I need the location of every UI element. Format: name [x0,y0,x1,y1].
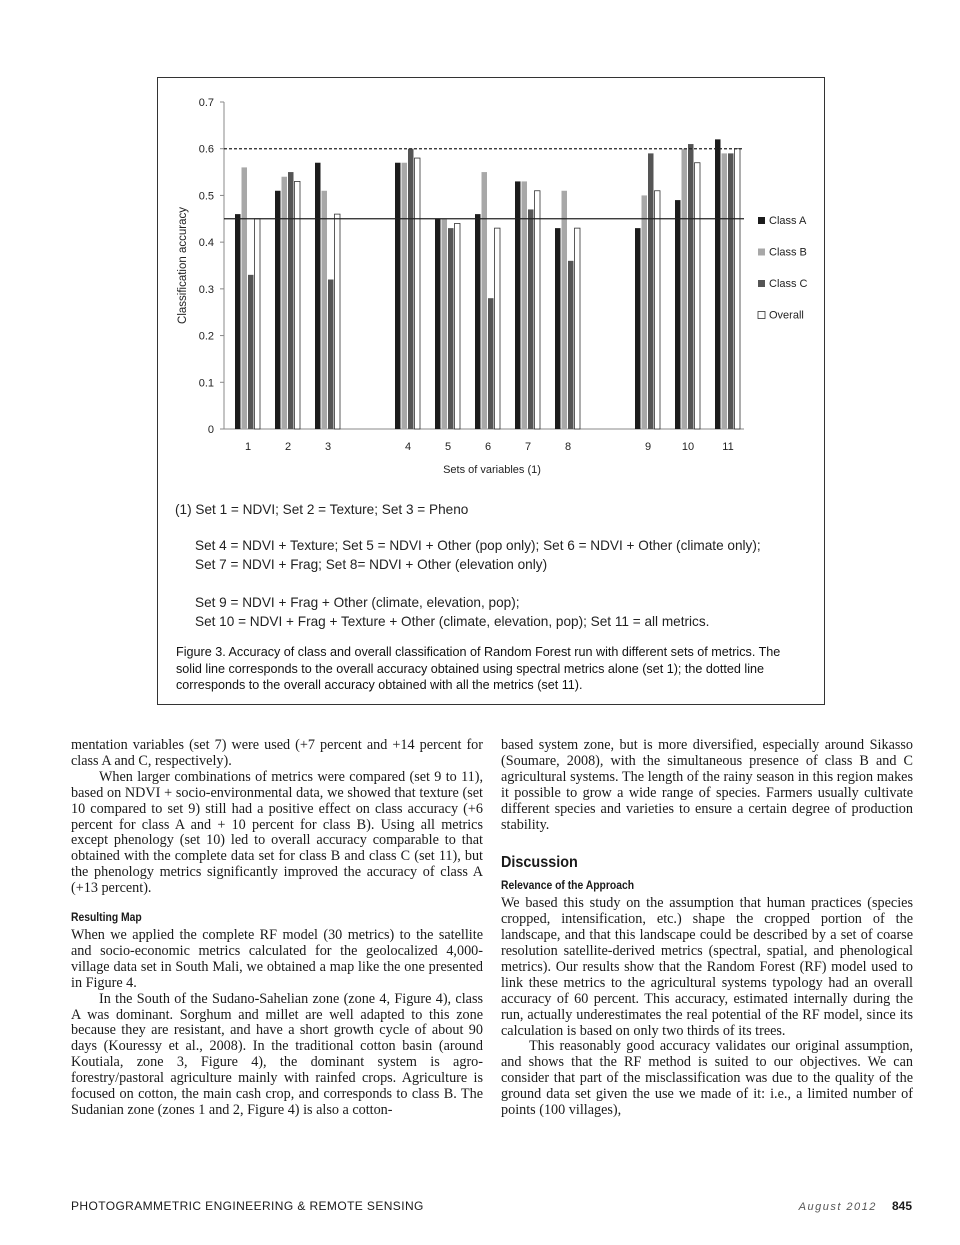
bar-class-c-set-3 [328,280,334,429]
legend-label: Class B [769,246,807,259]
legend-swatch [758,217,765,224]
paragraph: We based this study on the assumption that human practices (species cropped, intensification, etc.) shape the cropped portion of the landscape, and that this landscape could be described by a set of coarse resolution satellite-derived metrics (spectral, spatial, and phenological metrics). Our results show that the Random Forest (RF) model used to link these metrics to the agricultural systems typology had an overall accuracy of 60 percent. This accuracy, estimated internally during the run, actually underestimates the real potential of the RF model, since its calculation is based on only two thirds of its trees. [501,895,913,1039]
bar-class-b-set-3 [322,191,328,429]
accuracy-bar-chart [158,78,824,498]
bar-overall-set-7 [535,191,541,429]
bar-class-a-set-3 [315,163,321,429]
left-column [71,738,483,1119]
issue-date: August 2012 [798,1201,877,1213]
bar-class-c-set-4 [408,149,414,429]
y-tick-label: 0.6 [198,143,214,156]
bar-overall-set-9 [655,191,661,429]
bar-class-b-set-4 [402,163,408,429]
paragraph: mentation variables (set 7) were used (+7 percent and +14 percent for class A and C, respectively). [71,737,483,769]
bar-overall-set-4 [415,158,421,429]
x-tick-label: 10 [681,441,695,453]
bar-class-a-set-4 [395,163,401,429]
bar-class-c-set-1 [248,275,254,429]
legend-label: Class C [769,278,808,290]
x-tick-label: 11 [722,441,734,453]
bar-class-c-set-8 [568,261,574,429]
bar-class-c-set-2 [288,172,294,429]
x-tick-label: 4 [404,441,412,453]
bar-overall-set-5 [455,223,461,429]
legend-swatch [758,280,765,287]
x-tick-label: 9 [644,441,652,453]
y-axis-label: Classification accuracy [177,207,189,324]
legend-swatch [758,312,765,319]
bar-overall-set-8 [575,228,581,429]
bar-class-a-set-6 [475,214,481,429]
page-footer [799,1199,912,1213]
y-tick-label: 0.4 [198,237,214,250]
y-tick-label: 0.3 [198,283,214,296]
bar-class-c-set-7 [528,209,534,429]
note-sets-7-8: Set 7 = NDVI + Frag; Set 8= NDVI + Other (elevation only) [195,557,548,572]
legend-label: Class A [769,215,807,227]
bar-overall-set-11 [735,149,741,429]
note-sets-4-6: Set 4 = NDVI + Texture; Set 5 = NDVI + Other (pop only); Set 6 = NDVI + Other (climate only); [195,538,761,553]
bar-class-b-set-2 [282,177,288,429]
subheading-relevance: Relevance of the Approach [501,880,635,893]
figure-caption: Figure 3. Accuracy of class and overall classification of Random Forest run with different sets of metrics. The solid line corresponds to the overall accuracy obtained using spectral metrics alone (set 1); the dotted line corresponds to the overall accuracy obtained with all the metrics (set 11). [176,645,781,692]
paragraph: This reasonably good accuracy validates our original assumption, and shows that the RF method is suited to our objectives. We can consider that part of the misclassification was due to the quality of the ground data set given the use we made of it: i.e., a limited number of points (100 villages), [501,1038,913,1119]
x-tick-label: 8 [564,441,572,453]
bar-class-b-set-5 [442,219,448,429]
bar-class-a-set-1 [235,214,241,429]
bar-overall-set-10 [695,163,701,429]
legend-label: Overall [769,309,804,322]
paragraph: based system zone, but is more diversified, especially around Sikasso (Soumare, 2008), with the simultaneous presence of class B and C agricultural systems. The length of the rainy season in this region makes it possible to grow a wide range of species. Farmers usually cultivate different species and varieties to ensure a certain degree of production stability. [501,737,913,833]
journal-name: PHOTOGRAMMETRIC ENGINEERING & REMOTE SENSING [71,1199,424,1213]
x-tick-label: 2 [284,441,292,453]
bar-class-c-set-11 [728,153,734,429]
bar-class-a-set-9 [635,228,641,429]
bar-class-a-set-8 [555,228,561,429]
paragraph: When larger combinations of metrics were compared (set 9 to 11), based on NDVI + socio-environmental data, we showed that texture (set 10 compared to set 9) still had a positive effect on class accuracy (+6 percent for class A and + 10 percent for class B). Using all metrics except phenology (set 10) led to overall accuracy comparable to that obtained with the complete data set for class B and class C (set 11), but the phenology metrics significantly improved the accuracy of class A (+13 percent). [71,768,483,897]
bar-overall-set-6 [495,228,501,429]
figure-3 [157,77,825,705]
y-tick-label: 0.2 [198,330,214,343]
bar-overall-set-1 [255,219,261,429]
x-tick-label: 7 [524,441,532,453]
bar-class-a-set-10 [675,200,681,429]
bar-class-c-set-10 [688,144,694,429]
bar-class-c-set-9 [648,153,654,429]
note-set-9: Set 9 = NDVI + Frag + Other (climate, elevation, pop); [195,595,520,610]
bar-class-b-set-1 [242,167,248,429]
bar-class-a-set-11 [715,139,721,429]
figure-notes [175,502,805,631]
subheading-resulting-map: Resulting Map [71,912,142,925]
bar-class-c-set-6 [488,298,494,429]
bar-overall-set-3 [335,214,341,429]
bar-class-a-set-5 [435,219,441,429]
x-tick-label: 3 [324,441,332,453]
right-column [501,738,913,1119]
y-tick-label: 0.5 [198,190,214,203]
bar-class-b-set-6 [482,172,488,429]
bar-class-b-set-11 [722,153,728,429]
legend-swatch [758,249,765,256]
x-tick-label: 6 [484,441,492,453]
paragraph: When we applied the complete RF model (30 metrics) to the satellite and socio-economic metrics calculated for the geolocalized 4,000-village data set in South Mali, we obtained a map like the one presented in Figure 4. [71,926,483,991]
bar-class-b-set-10 [682,149,688,429]
x-tick-label: 1 [244,441,252,453]
bar-class-b-set-9 [642,195,648,429]
bar-class-a-set-2 [275,191,281,429]
page-number: 845 [891,1199,912,1213]
x-tick-label: 5 [444,441,452,453]
paragraph: In the South of the Sudano-Sahelian zone (zone 4, Figure 4), class A was dominant. Sorghum and millet are well adapted to this zone because they are resistant, and have a short growth cycle of about 90 days (Kouressy et al., 2008). In the traditional cotton basin (around Koutiala, zone 3, Figure 4), the dominant system is agro-forestry/pastoral agriculture mainly with rainfed crops. Agriculture is focused on cotton, the main cash crop, and corresponds to class B. The Sudanian zone (zones 1 and 2, Figure 4) is also a cotton- [71,990,483,1118]
note-sets-10-11: Set 10 = NDVI + Frag + Texture + Other (climate, elevation, pop); Set 11 = all metrics. [195,614,710,629]
x-axis-label: Sets of variables (1) [443,464,541,476]
section-heading-discussion: Discussion [501,854,578,872]
y-tick-label: 0 [207,424,214,436]
y-tick-label: 0.1 [198,377,214,390]
y-tick-label: 0.7 [198,97,214,109]
bar-class-c-set-5 [448,228,454,429]
note-sets-1-3: (1) Set 1 = NDVI; Set 2 = Texture; Set 3 = Pheno [175,502,469,517]
bar-class-b-set-8 [562,191,568,429]
